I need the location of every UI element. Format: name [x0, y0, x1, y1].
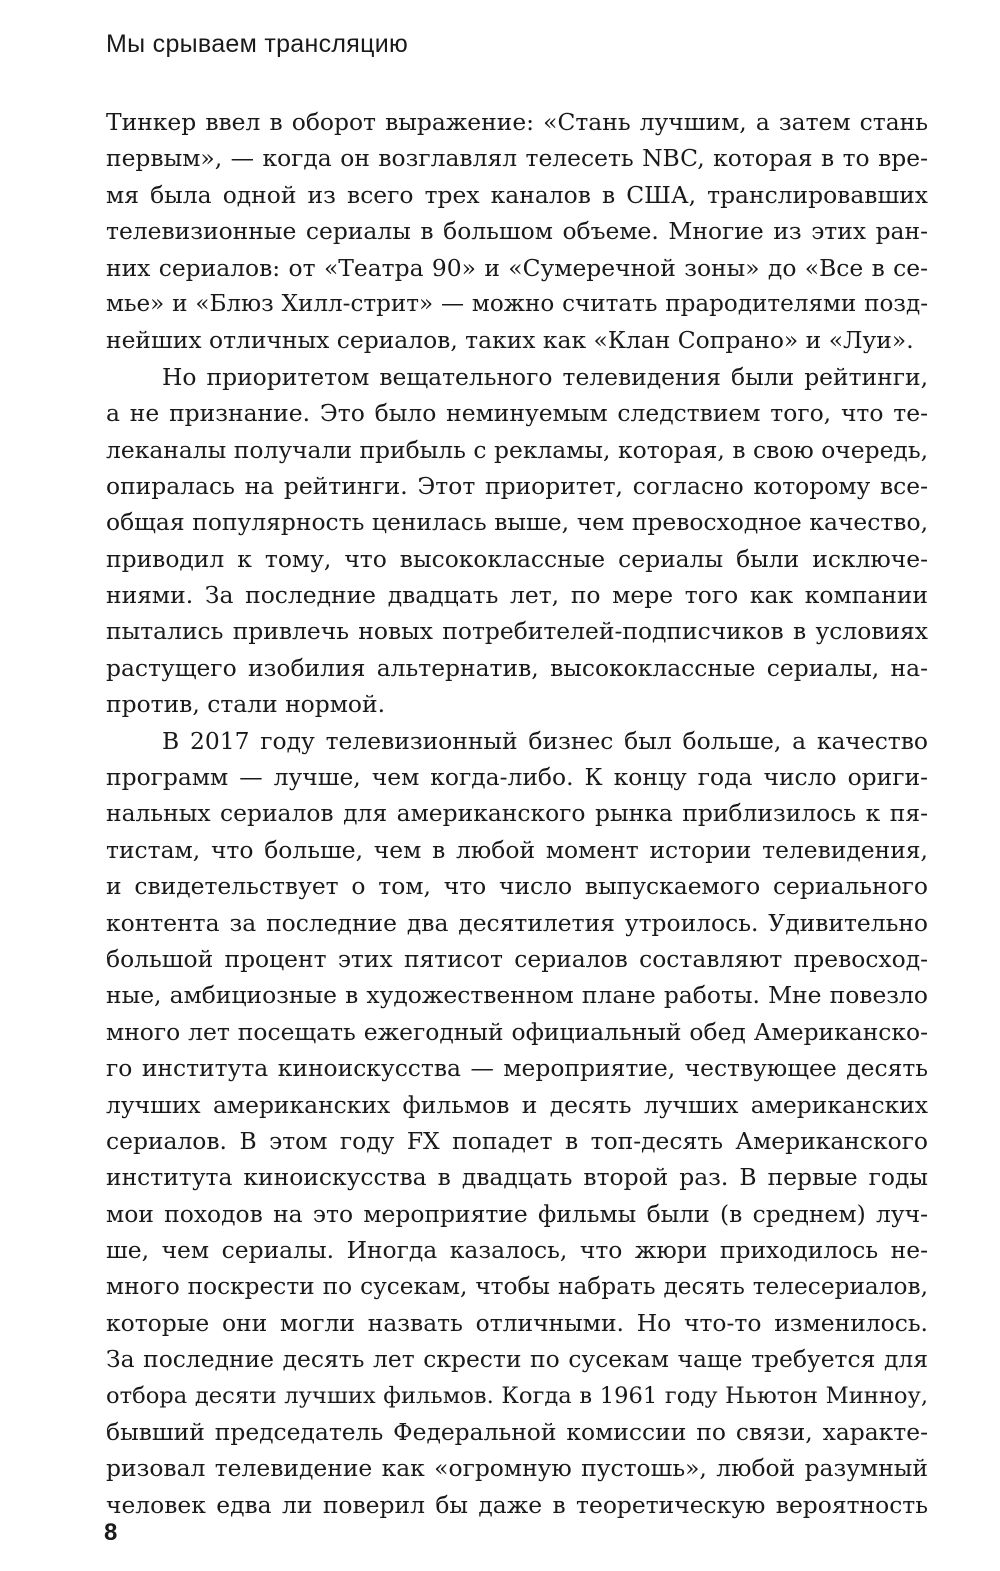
- text-line: мя была одной из всего трех каналов в США, транслировавших: [106, 180, 928, 209]
- text-line: растущего изобилия альтернатив, высококлассные сериалы, на-: [106, 653, 928, 682]
- text-line: первым», — когда он возглавлял телесеть NBC, которая в то вре-: [106, 144, 928, 173]
- text-line: телевизионные сериалы в большом объеме. Многие из этих ран-: [106, 217, 928, 246]
- text-line: сериалов. В этом году FX попадет в топ-десять Американского: [106, 1126, 928, 1155]
- text-line: бывший председатель Федеральной комиссии по связи, характе-: [106, 1418, 928, 1447]
- text-line: них сериалов: от «Театра 90» и «Сумеречной зоны» до «Все в се-: [106, 253, 928, 282]
- paragraph: [106, 359, 928, 723]
- text-line: За последние десять лет скрести по сусекам чаще требуется для: [106, 1345, 928, 1374]
- text-line: ше, чем сериалы. Иногда казалось, что жюри приходилось не-: [106, 1236, 928, 1265]
- text-line: общая популярность ценилась выше, чем превосходное качество,: [106, 508, 928, 537]
- text-line: много лет посещать ежегодный официальный обед Американско-: [106, 1017, 928, 1046]
- text-line: Тинкер ввел в оборот выражение: «Стань лучшим, а затем стань: [106, 108, 928, 136]
- text-line: мье» и «Блюз Хилл-стрит» — можно считать прародителями позд-: [106, 290, 928, 317]
- text-line: программ — лучше, чем когда-либо. К концу года число ориги-: [106, 763, 928, 792]
- text-line: института киноискусства в двадцать второй раз. В первые годы: [106, 1163, 928, 1192]
- text-line: пытались привлечь новых потребителей-подписчиков в условиях: [106, 617, 928, 646]
- text-line: контента за последние два десятилетия утроилось. Удивительно: [106, 908, 928, 937]
- text-line: большой процент этих пятисот сериалов составляют превосход-: [106, 944, 928, 973]
- paragraph: [106, 104, 928, 359]
- text-line: лучших американских фильмов и десять лучших американских: [106, 1090, 928, 1119]
- text-line: много поскрести по сусекам, чтобы набрать десять телесериалов,: [106, 1272, 928, 1300]
- text-line: а не признание. Это было неминуемым следствием того, что те-: [106, 399, 928, 428]
- text-line: ные, амбициозные в художественном плане работы. Мне повезло: [106, 981, 928, 1010]
- text-line: тистам, что больше, чем в любой момент истории телевидения,: [106, 835, 928, 864]
- running-head-title: Мы срываем трансляцию: [106, 30, 409, 58]
- text-line: которые они могли назвать отличными. Но что-то изменилось.: [106, 1308, 928, 1337]
- text-line: нейших отличных сериалов, таких как «Клан Сопрано» и «Луи».: [106, 326, 914, 355]
- text-line: го института киноискусства — мероприятие, чествующее десять: [106, 1054, 928, 1083]
- paragraph: [106, 723, 928, 1524]
- text-line: и свидетельствует о том, что число выпускаемого сериального: [106, 872, 928, 901]
- text-line: против, стали нормой.: [106, 690, 386, 719]
- text-line: отбора десяти лучших фильмов. Когда в 1961 году Ньютон Минноу,: [106, 1382, 928, 1409]
- page-number: 8: [104, 1519, 118, 1546]
- text-line: ниями. За последние двадцать лет, по мере того как компании: [106, 581, 928, 610]
- text-line: В 2017 году телевизионный бизнес был больше, а качество: [162, 726, 928, 755]
- text-line: мои походов на это мероприятие фильмы были (в среднем) луч-: [106, 1199, 928, 1228]
- text-line: Но приоритетом вещательного телевидения были рейтинги,: [162, 362, 928, 391]
- text-line: человек едва ли поверил бы даже в теоретическую вероятность: [106, 1490, 928, 1519]
- text-line: приводил к тому, что высококлассные сериалы были исключе-: [106, 544, 928, 573]
- text-line: опиралась на рейтинги. Этот приоритет, согласно которому все-: [106, 471, 928, 500]
- page-body: [106, 104, 928, 1523]
- text-line: нальных сериалов для американского рынка приблизилось к пя-: [106, 799, 928, 828]
- text-line: леканалы получали прибыль с рекламы, которая, в свою очередь,: [106, 435, 928, 464]
- text-line: ризовал телевидение как «огромную пустошь», любой разумный: [106, 1454, 928, 1483]
